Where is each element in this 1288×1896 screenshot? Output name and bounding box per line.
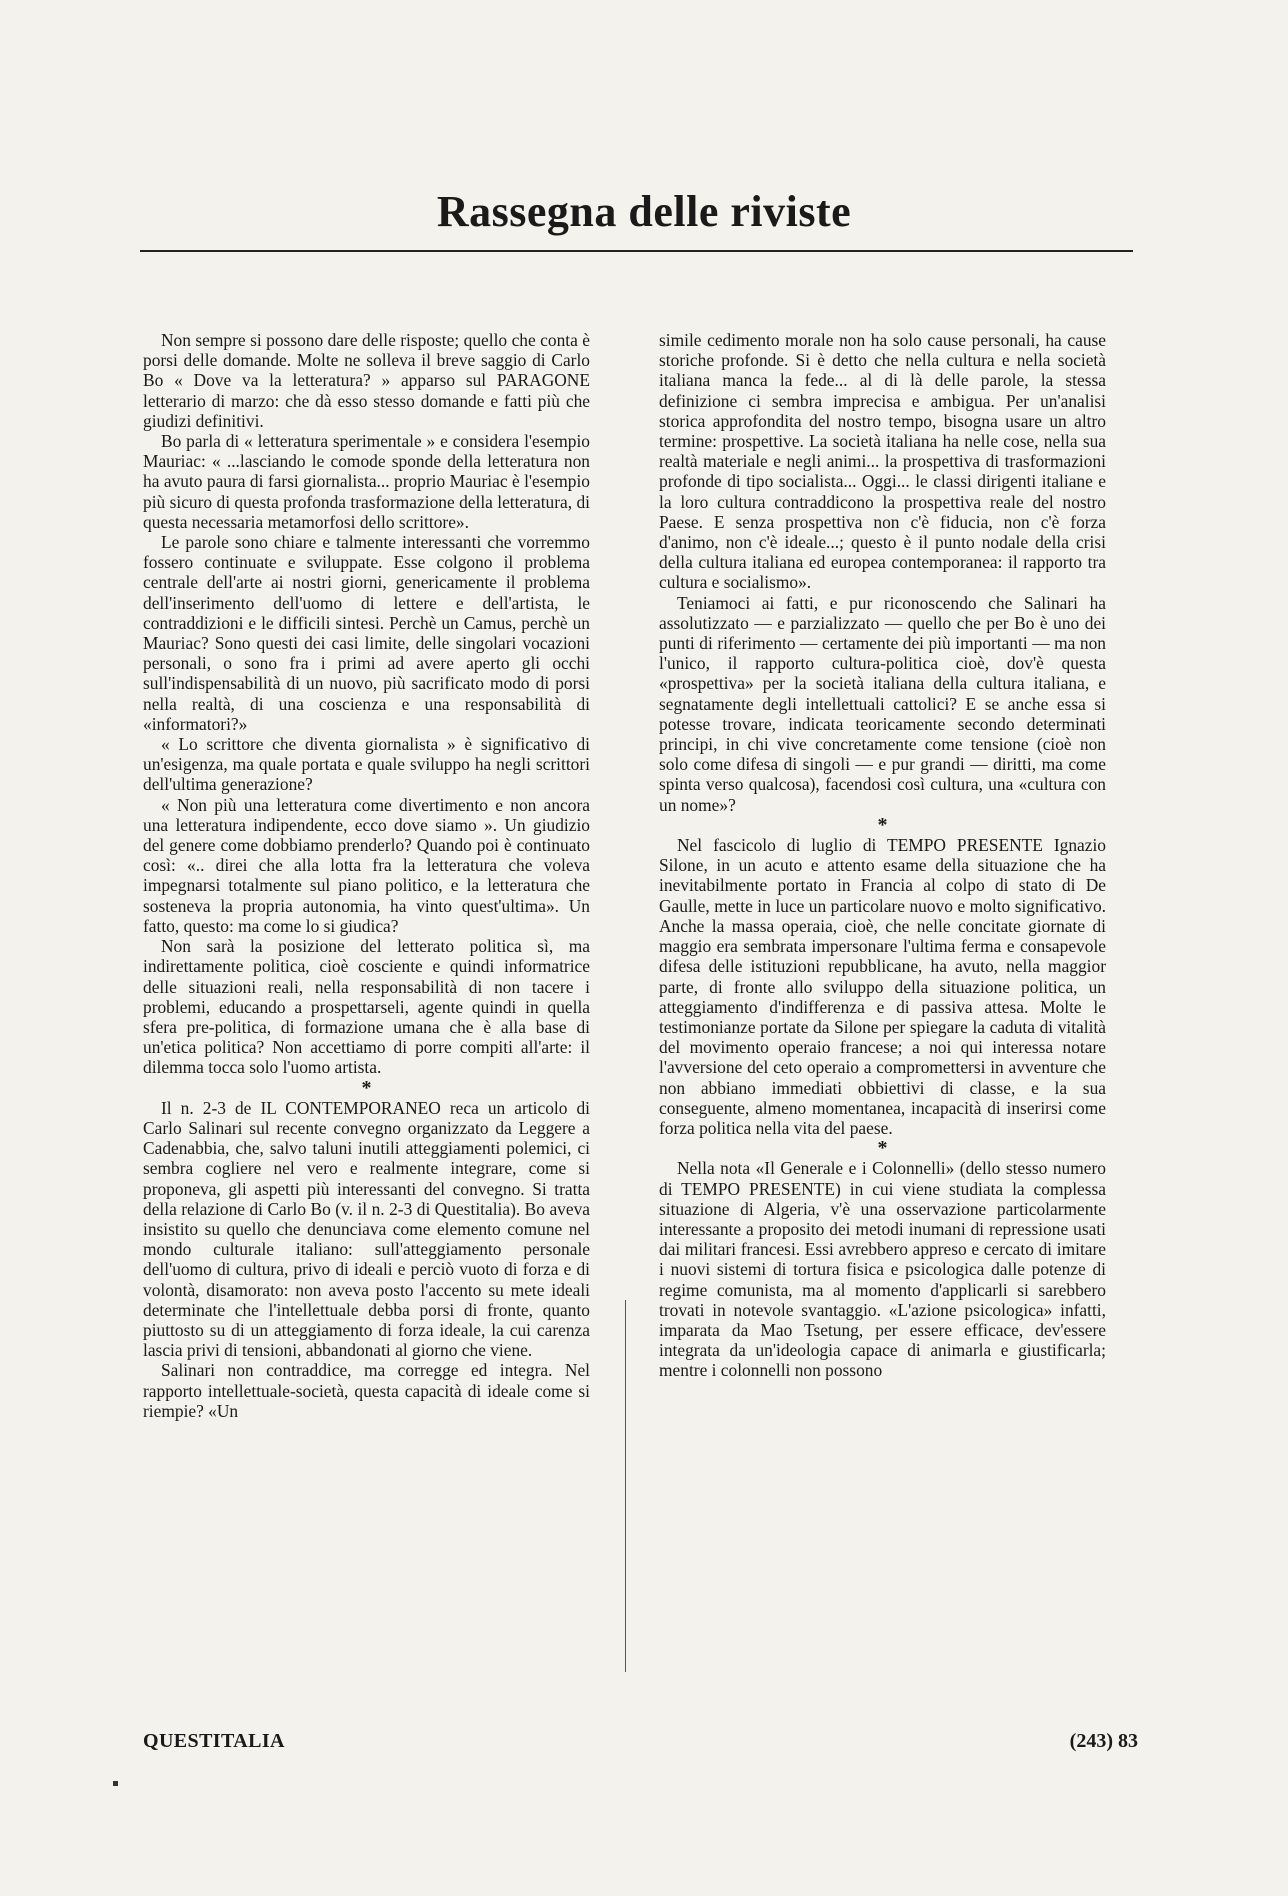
paragraph: Teniamoci ai fatti, e pur riconoscendo che Salinari ha assolutizzato — e parzializzato — quello che per Bo è uno dei punti di riferimento — certamente dei più importanti — ma non l'unico, il rapporto cultura-politica cioè, dov'è questa «prospettiva» per la società italiana della cultura italiana, e segnatamente degli intellettuali cattolici? E se anche essa si potesse trovare, indicata teoricamente secondo determinati principi, in chi vive concretamente come tensione (cioè non solo come difesa di singoli — e pur grandi — diritti, ma come spinta verso qualcosa), facendosi così cultura, una «cultura con un nome»?: [659, 592, 1106, 815]
paragraph: Non sempre si possono dare delle risposte; quello che conta è porsi delle domande. Molte ne solleva il breve saggio di Carlo Bo « Dove va la letteratura? » apparso sul PARAGONE letterario di marzo: che dà esso stesso domande e fatti più che giudizi definitivi.: [143, 330, 590, 431]
paragraph: Il n. 2-3 de IL CONTEMPORANEO reca un articolo di Carlo Salinari sul recente convegno organizzato da Leggere a Cadenabbia, che, salvo taluni inutili atteggiamenti polemici, ci sembra cogliere nel vero e realmente integrare, come si proponeva, gli aspetti più interessanti del convegno. Si tratta della relazione di Carlo Bo (v. il n. 2-3 di Questitalia). Bo aveva insistito su quello che denunciava come elemento comune nel mondo culturale italiano: sull'atteggiamento personale dell'uomo di cultura, privo di ideali e perciò vuoto di forza e di volontà, disamorato: non aveva posto l'accento su mete ideali determinate che l'intellettuale debba porsi di fronte, quanto piuttosto su di un atteggiamento di forza ideale, la cui carenza lascia privi di tensioni, abbandonati al giorno che viene.: [143, 1097, 590, 1361]
section-separator: *: [877, 813, 888, 836]
section-separator: *: [877, 1137, 888, 1160]
paragraph: Bo parla di « letteratura sperimentale » e considera l'esempio Mauriac: « ...lasciando le comode sponde della letteratura non ha avuto paura di farsi giornalista... proprio Mauriac è l'esempio più sicuro di questa profonda trasformazione della letteratura, di questa necessaria metamorfosi dello scrittore».: [143, 431, 590, 532]
paragraph: simile cedimento morale non ha solo cause personali, ha cause storiche profonde. Si è detto che nella cultura e nella società italiana manca la fede... al di là delle parole, la stessa definizione ci sembra imprecisa e ambigua. Per un'analisi storica approfondita del nostro tempo, bisogna usare un altro termine: prospettive. La società italiana ha nelle cose, nella sua realtà materiale e negli animi... la prospettiva di trasformazioni profonde di tipo socialista... Oggi... le classi dirigenti italiane e la loro cultura contraddicono la prospettiva reale del nostro Paese. E senza prospettiva non c'è fiducia, non c'è forza d'animo, non c'è ideale...; questo è il punto nodale della crisi della cultura italiana ed europea contemporanea: il rapporto tra cultura e socialismo».: [659, 330, 1106, 593]
paragraph: « Non più una letteratura come divertimento e non ancora una letteratura indipendente, ecco dove siamo ». Un giudizio del genere come dobbiamo prenderlo? Quando poi è continuato così: «.. direi che alla lotta fra la letteratura che voleva impegnarsi totalmente sul piano politico, e la letteratura che sosteneva la propria autonomia, ha vinto quest'ultima». Un fatto, questo: ma come lo si giudica?: [143, 794, 590, 936]
right-column: [659, 330, 1106, 1381]
page-title: Rassegna delle riviste: [436, 187, 852, 236]
paragraph: Nel fascicolo di luglio di TEMPO PRESENTE Ignazio Silone, in un acuto e attento esame della situazione che ha inevitabilmente portato in Francia al colpo di stato di De Gaulle, mette in luce un particolare nuovo e molto significativo. Anche la massa operaia, cioè, che nelle concitate giornate di maggio era sembrata impersonare l'ultima ferma e consapevole difesa delle istituzioni repubblicane, ha avuto, nella maggior parte, di fronte allo sviluppo della situazione politica, un atteggiamento d'indifferenza e di passiva attesa. Molte le testimonianze portate da Silone per spiegare la caduta di vitalità del movimento operaio francese; a noi qui interessa notare l'avversione del ceto operaio a compromettersi in avventure che non abbiano immediati obbiettivi di classe, e la sua conseguente, almeno momentanea, incapacità di inserirsi come forza politica nella vita del paese.: [659, 835, 1106, 1138]
print-mark: [113, 1781, 118, 1786]
left-column: [143, 330, 590, 1421]
paragraph: Non sarà la posizione del letterato politica sì, ma indirettamente politica, cioè cosciente e quindi informatrice delle situazioni reali, nella responsabilità di non tacere i problemi, educando a prospettarseli, agente quindi in quella sfera pre-politica, di formazione umana che è alla base di un'etica politica? Non accettiamo di porre compiti all'arte: il dilemma tocca solo l'uomo artista.: [143, 936, 590, 1078]
column-divider: [625, 1300, 626, 1672]
page-number: (243) 83: [1069, 1730, 1138, 1752]
title-rule: [140, 250, 1133, 252]
journal-name: QUESTITALIA: [143, 1730, 285, 1752]
paragraph: « Lo scrittore che diventa giornalista » è significativo di un'esigenza, ma quale portata e quale sviluppo ha negli scrittori dell'ultima generazione?: [143, 734, 590, 795]
section-separator: *: [361, 1076, 372, 1099]
paragraph: Le parole sono chiare e talmente interessanti che vorremmo fossero continuate e sviluppate. Esse colgono il problema centrale dell'arte ai nostri giorni, genericamente il problema dell'inserimento dell'uomo di lettere e dell'artista, le contraddizioni e le difficili sintesi. Perchè un Camus, perchè un Mauriac? Sono questi dei casi limite, delle singolari vocazioni personali, o sono fra i primi ad avere aperto gli occhi sull'indispensabilità di un nuovo, più sacrificato modo di porsi nella realtà, di una coscienza e una responsabilità di «informatori?»: [143, 532, 590, 734]
paragraph: Salinari non contraddice, ma corregge ed integra. Nel rapporto intellettuale-società, questa capacità di ideale come si riempie? «Un: [143, 1360, 590, 1421]
paragraph: Nella nota «Il Generale e i Colonnelli» (dello stesso numero di TEMPO PRESENTE) in cui viene studiata la complessa situazione di Algeria, v'è una osservazione particolarmente interessante a proposito dei metodi inumani di repressione usati dai militari francesi. Essi avrebbero appreso e cercato di imitare i nuovi sistemi di tortura fisica e psicologica dalle potenze di regime comunista, ma al momento d'applicarli si sarebbero trovati in notevole svantaggio. «L'azione psicologica» infatti, imparata da Mao Tsetung, per essere efficace, dev'essere integrata da un'ideologia capace di animarla e giustificarla; mentre i colonnelli non possono: [659, 1158, 1106, 1381]
